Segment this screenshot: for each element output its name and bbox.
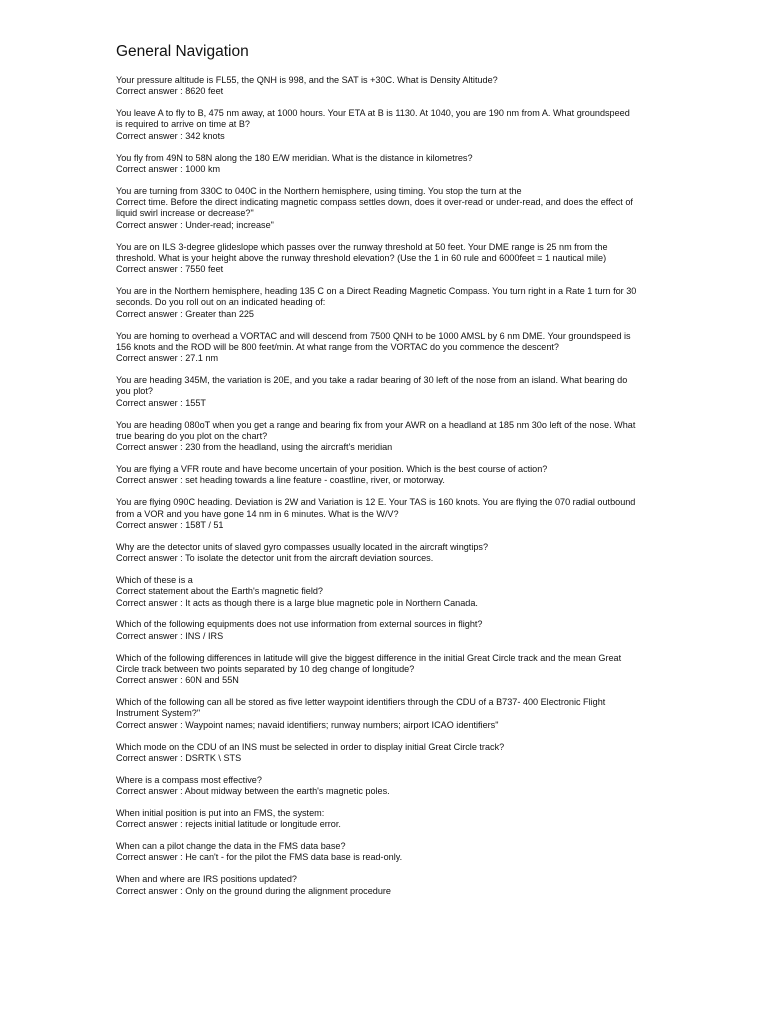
correct-answer: Correct answer : To isolate the detector unit from the aircraft deviation sources.	[116, 553, 434, 564]
correct-answer: Correct answer : Greater than 225	[116, 308, 254, 319]
question-block	[116, 841, 716, 864]
question-block	[116, 742, 716, 765]
question-text: Your pressure altitude is FL55, the QNH is 998, and the SAT is +30C. What is Density Altitude?	[116, 75, 498, 85]
question-block	[116, 653, 716, 687]
correct-answer: Correct answer : Waypoint names; navaid identifiers; runway numbers; airport ICAO identifiers"	[116, 719, 499, 730]
question-text: Why are the detector units of slaved gyro compasses usually located in the aircraft wingtips?	[116, 541, 489, 552]
correct-answer: Correct answer : 158T / 51	[116, 519, 224, 530]
question-text: You are in the Northern hemisphere, heading 135 C on a Direct Reading Magnetic Compass. You turn right in a Rate 1 turn for 30	[116, 286, 637, 297]
question-text: Where is a compass most effective?	[116, 774, 262, 785]
question-text: from a VOR and you have gone 14 nm in 6 minutes. What is the W/V?	[116, 508, 399, 519]
question-block	[116, 464, 716, 487]
question-text: Correct statement about the Earth's magnetic field?	[116, 586, 323, 597]
question-text: You leave A to fly to B, 475 nm away, at 1000 hours. Your ETA at B is 1130. At 1040, you are 190 nm from A. What groundspeed	[116, 108, 630, 119]
question-block	[116, 575, 716, 609]
question-text: You are homing to overhead a VORTAC and will descend from 7500 QNH to be 1000 AMSL by 6 nm DME. Your groundspeed is	[116, 330, 631, 341]
question-text: You are turning from 330C to 040C in the Northern hemisphere, using timing. You stop the turn at the	[116, 185, 522, 196]
question-block	[116, 375, 716, 409]
question-text: Which of the following can all be stored as five letter waypoint identifiers through the CDU of a B737- 400 Electronic Flight	[116, 697, 606, 708]
question-text: You fly from 49N to 58N along the 180 E/W meridian. What is the distance in kilometres?	[116, 152, 473, 163]
question-text: Correct time. Before the direct indicating magnetic compass settles down, does it over-read or under-read, and does the effect of	[116, 197, 633, 208]
document-page	[116, 42, 716, 897]
question-text: When initial position is put into an FMS, the system:	[116, 807, 325, 818]
correct-answer: Correct answer : Under-read; increase"	[116, 219, 274, 230]
correct-answer: Correct answer : About midway between the earth's magnetic poles.	[116, 786, 390, 797]
correct-answer: Correct answer : 60N and 55N	[116, 675, 239, 686]
question-block	[116, 808, 716, 831]
question-block	[116, 619, 716, 642]
correct-answer: Correct answer : set heading towards a line feature - coastline, river, or motorway.	[116, 475, 445, 486]
question-block	[116, 286, 716, 320]
question-text: is required to arrive on time at B?	[116, 119, 250, 130]
question-text: Which of the following equipments does not use information from external sources in flight?	[116, 619, 483, 630]
correct-answer: Correct answer : 230 from the headland, using the aircraft's meridian	[116, 442, 393, 453]
correct-answer: Correct answer : It acts as though there is a large blue magnetic pole in Northern Canada.	[116, 597, 478, 608]
question-block	[116, 186, 716, 231]
question-text: Circle track between two points separated by 10 deg change of longitude?	[116, 663, 415, 674]
question-text: Which of the following differences in latitude will give the biggest difference in the initial Great Circle track and the mean Great	[116, 652, 622, 663]
correct-answer: Correct answer : 27.1 nm	[116, 353, 219, 364]
question-text: You are flying 090C heading. Deviation is 2W and Variation is 12 E. Your TAS is 160 knots. You are flying the 070 radial outbound	[116, 497, 636, 508]
question-block	[116, 697, 716, 731]
question-text: You are heading 080oT when you get a range and bearing fix from your AWR on a headland at 185 nm 30o left of the nose. What	[116, 419, 636, 430]
question-text: Instrument System?"	[116, 708, 201, 719]
correct-answer: Correct answer : 8620 feet	[116, 86, 224, 97]
question-list	[116, 75, 716, 897]
correct-answer: Correct answer : 342 knots	[116, 130, 225, 141]
question-text: liquid swirl increase or decrease?"	[116, 208, 254, 219]
question-block	[116, 331, 716, 365]
page-title: General Navigation	[116, 43, 249, 60]
question-text: seconds. Do you roll out on an indicated heading of:	[116, 297, 326, 308]
question-block	[116, 242, 716, 276]
correct-answer: Correct answer : INS / IRS	[116, 630, 224, 641]
question-block	[116, 874, 716, 897]
correct-answer: Correct answer : 7550 feet	[116, 264, 224, 275]
question-text: threshold. What is your height above the runway threshold elevation? (Use the 1 in 60 rule and 6000feet = 1 nautical mile)	[116, 252, 607, 263]
question-text: You are heading 345M, the variation is 20E, and you take a radar bearing of 30 left of the nose from an island. What bearing do	[116, 375, 628, 386]
question-text: 156 knots and the ROD will be 800 feet/min. At what range from the VORTAC do you commence the descent?	[116, 341, 559, 352]
question-text: When and where are IRS positions updated?	[116, 874, 297, 885]
question-block	[116, 497, 716, 531]
question-block	[116, 420, 716, 454]
correct-answer: Correct answer : He can't - for the pilot the FMS data base is read-only.	[116, 852, 403, 863]
correct-answer: Correct answer : Only on the ground during the alignment procedure	[116, 885, 391, 896]
question-text: true bearing do you plot on the chart?	[116, 430, 268, 441]
question-block	[116, 542, 716, 565]
question-block	[116, 153, 716, 176]
question-text: When can a pilot change the data in the FMS data base?	[116, 841, 346, 852]
question-block	[116, 775, 716, 798]
question-block	[116, 75, 716, 98]
correct-answer: Correct answer : 155T	[116, 397, 206, 408]
question-text: Which of these is a	[116, 574, 193, 585]
question-text: Which mode on the CDU of an INS must be selected in order to display initial Great Circle track?	[116, 741, 505, 752]
question-text: you plot?	[116, 386, 153, 397]
correct-answer: Correct answer : rejects initial latitude or longitude error.	[116, 819, 341, 830]
question-block	[116, 108, 716, 142]
correct-answer: Correct answer : 1000 km	[116, 163, 221, 174]
question-text: You are on ILS 3-degree glideslope which passes over the runway threshold at 50 feet. Your DME range is 25 nm from the	[116, 241, 608, 252]
question-text: You are flying a VFR route and have become uncertain of your position. Which is the best course of action?	[116, 464, 548, 475]
correct-answer: Correct answer : DSRTK \ STS	[116, 752, 242, 763]
